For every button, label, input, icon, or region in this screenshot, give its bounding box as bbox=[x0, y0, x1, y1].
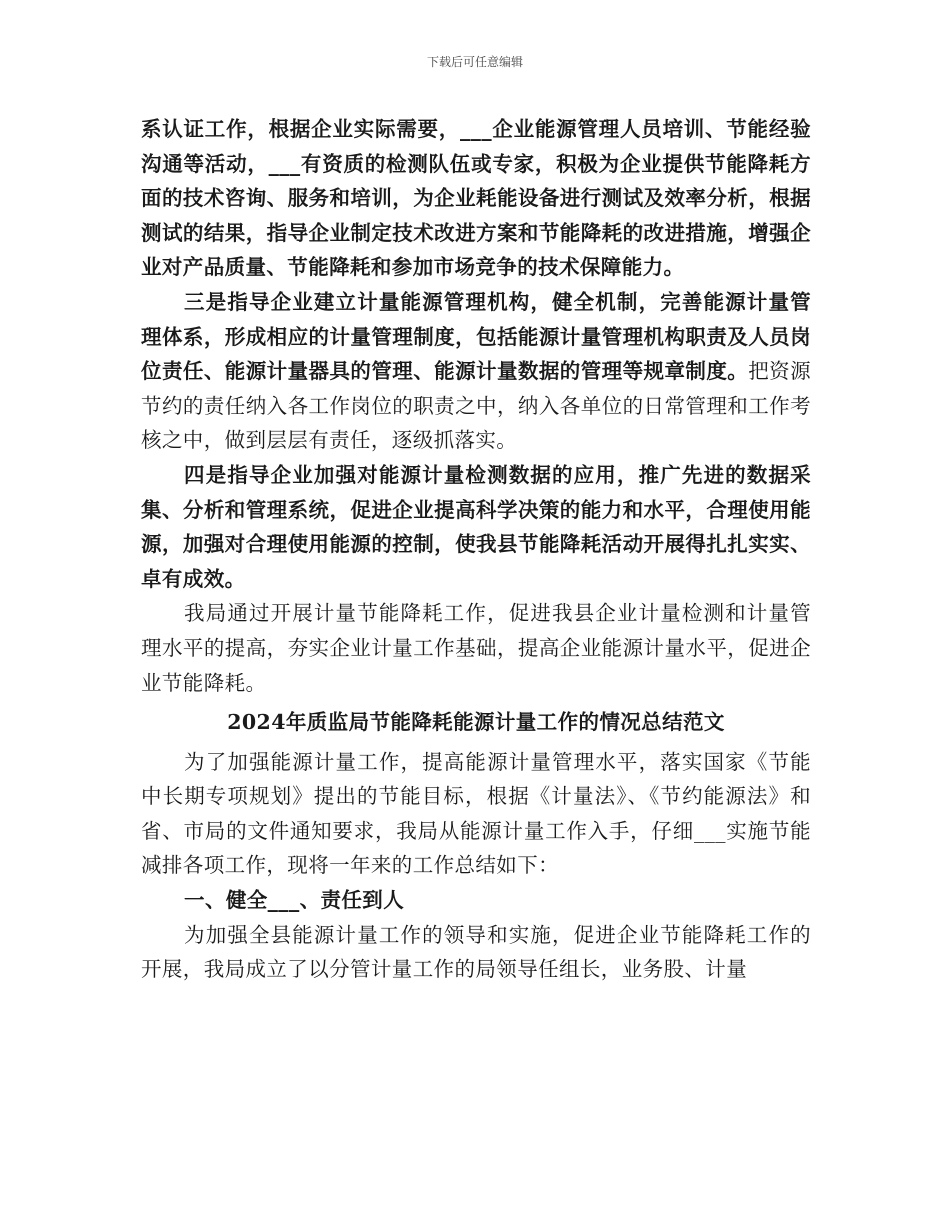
section-heading-one: 一、健全___、责任到人 bbox=[184, 888, 405, 913]
point-three-bold-text: 三是指导企业建立计量能源管理机构，健全机制，完善能源计量管理体系，形成相应的计量管理制度，包括能源计量管理机构职责及人员岗位责任、能源计量器具的管理、能源计量数据的管理等规章制度。 bbox=[141, 289, 811, 384]
article-title: 2024年质监局节能降耗能源计量工作的情况总结范文 bbox=[227, 710, 725, 735]
document-body bbox=[141, 112, 811, 987]
paragraph-summary: 我局通过开展计量节能降耗工作，促进我县企业计量检测和计量管理水平的提高，夯实企业计量工作基础，提高企业能源计量水平，促进企业节能降耗。 bbox=[141, 601, 811, 695]
paragraph-intro: 为了加强能源计量工作，提高能源计量管理水平，落实国家《节能中长期专项规划》提出的节能目标，根据《计量法》、《节约能源法》和省、市局的文件通知要求，我局从能源计量工作入手，仔细___实施节能减排各项工作，现将一年来的工作总结如下： bbox=[141, 749, 811, 878]
page-header: 下载后可任意编辑 bbox=[426, 55, 523, 69]
paragraph-point-four: 四是指导企业加强对能源计量检测数据的应用，推广先进的数据采集、分析和管理系统，促进企业提高科学决策的能力和水平，合理使用能源，加强对合理使用能源的控制，使我县节能降耗活动开展得扎扎实实、卓有成效。 bbox=[141, 462, 811, 591]
point-three-normal-text: 把资源节约的责任纳入各工作岗位的职责之中，纳入各单位的日常管理和工作考核之中，做到层层有责任，逐级抓落实。 bbox=[141, 359, 811, 453]
paragraph-certification: 系认证工作，根据企业实际需要，___企业能源管理人员培训、节能经验沟通等活动，___有资质的检测队伍或专家，积极为企业提供节能降耗方面的技术咨询、服务和培训，为企业耗能设备进行测试及效率分析，根据测试的结果，指导企业制定技术改进方案和节能降耗的改进措施，增强企业对产品质量、节能降耗和参加市场竞争的技术保障能力。 bbox=[141, 117, 811, 280]
paragraph-leadership: 为加强全县能源计量工作的领导和实施，促进企业节能降耗工作的开展，我局成立了以分管计量工作的局领导任组长，业务股、计量 bbox=[141, 922, 811, 982]
paragraph-point-three bbox=[141, 285, 811, 458]
